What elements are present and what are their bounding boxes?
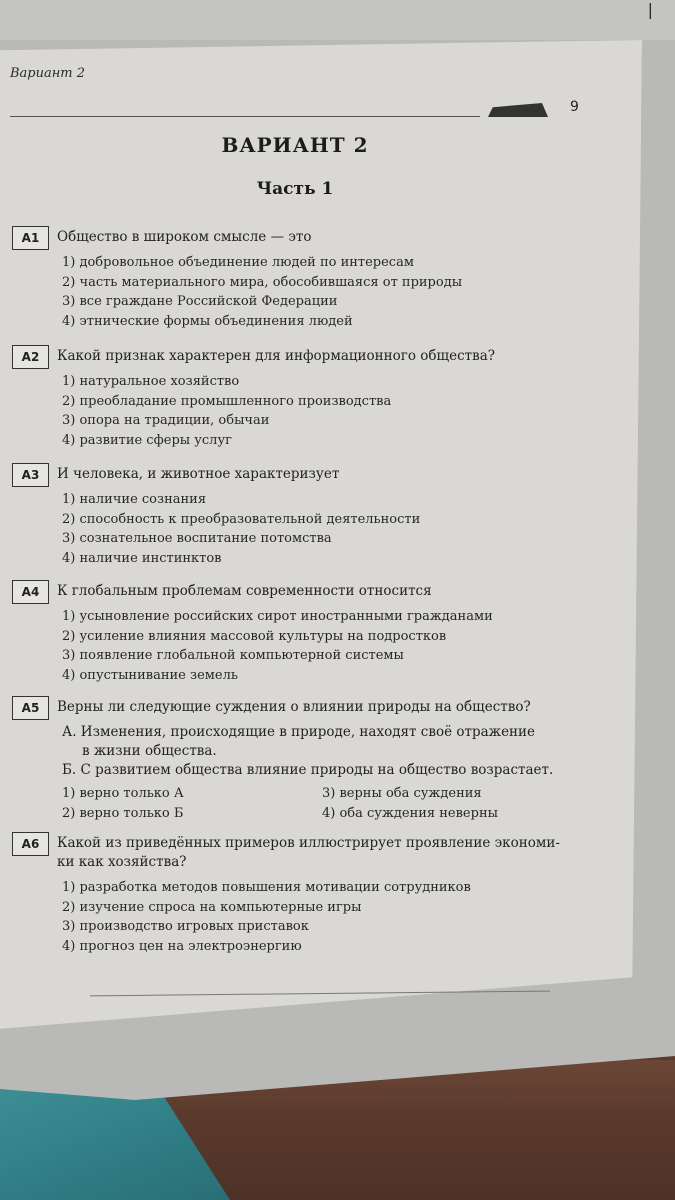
page-header xyxy=(10,66,620,81)
answer-options xyxy=(62,607,592,685)
answer-option: 1) верно только А xyxy=(62,786,184,801)
question-text: Какой признак характерен для информационного общества? xyxy=(57,348,496,364)
answer-options xyxy=(62,490,592,568)
answer-option: 3) опора на традиции, обычаи xyxy=(62,413,270,428)
answer-option: 2) способность к преобразовательной деятельности xyxy=(62,511,421,527)
running-header: Вариант 2 xyxy=(10,66,86,81)
answer-option: 3) производство игровых приставок xyxy=(62,919,309,934)
answer-option: 3) появление глобальной компьютерной системы xyxy=(62,648,404,663)
question-text-line: Какой из приведённых примеров иллюстрирует проявление экономи- xyxy=(57,835,560,851)
answer-option: 1) наличие сознания xyxy=(62,492,207,507)
question-a4 xyxy=(12,580,592,685)
question-label: А6 xyxy=(12,832,49,856)
question-a1 xyxy=(12,226,592,331)
question-label: А5 xyxy=(12,696,49,720)
back-page-top xyxy=(0,0,675,40)
answer-option: 4) наличие инстинктов xyxy=(62,550,222,566)
header-rule xyxy=(10,116,480,117)
question-label: А3 xyxy=(12,463,49,487)
answer-option: 4) развитие сферы услуг xyxy=(62,432,232,448)
question-text: Общество в широком смысле — это xyxy=(57,229,312,245)
answer-option: 1) усыновление российских сирот иностранными гражданами xyxy=(62,609,493,624)
answer-option: 2) верно только Б xyxy=(62,805,184,821)
part-title: Часть 1 xyxy=(256,179,334,199)
question-label: А1 xyxy=(12,226,49,250)
question-label: А2 xyxy=(12,345,49,369)
question-text-line: ки как хозяйства? xyxy=(57,854,187,870)
answer-option: 3) сознательное воспитание потомства xyxy=(62,531,332,546)
answer-option: 4) опустынивание земель xyxy=(62,667,238,683)
answer-option: 2) изучение спроса на компьютерные игры xyxy=(62,899,362,915)
statement-b: Б. С развитием общества влияние природы на общество возрастает. xyxy=(62,762,554,778)
question-text xyxy=(57,832,592,872)
answer-option: 1) добровольное объединение людей по интересам xyxy=(62,255,414,270)
answer-option: 2) усиление влияния массовой культуры на подростков xyxy=(62,628,447,644)
answer-option: 3) верны оба суждения xyxy=(322,786,482,801)
variant-title: ВАРИАНТ 2 xyxy=(221,133,369,157)
answer-option: 1) разработка методов повышения мотивации сотрудников xyxy=(62,880,471,895)
question-text: И человека, и животное характеризует xyxy=(57,466,340,482)
question-label: А4 xyxy=(12,580,49,604)
question-a6 xyxy=(12,832,592,956)
question-a2 xyxy=(12,345,592,450)
answer-option: 3) все граждане Российской Федерации xyxy=(62,294,338,309)
answer-options xyxy=(62,372,592,450)
page-number: 9 xyxy=(570,99,579,115)
answer-options xyxy=(62,878,592,956)
question-text: К глобальным проблемам современности относится xyxy=(57,583,432,599)
answer-option: 1) натуральное хозяйство xyxy=(62,374,240,389)
question-a5 xyxy=(12,696,592,823)
statement-a: А. Изменения, происходящие в природе, находят своё отражение xyxy=(62,724,536,740)
answer-options xyxy=(62,253,592,331)
answer-option: 2) преобладание промышленного производства xyxy=(62,393,392,409)
question-a3 xyxy=(12,463,592,568)
statement-a-continuation: в жизни общества. xyxy=(82,743,217,759)
answer-option: 4) прогноз цен на электроэнергию xyxy=(62,938,302,954)
answer-options xyxy=(62,784,592,823)
answer-option: 2) часть материального мира, обособившаяся от природы xyxy=(62,274,463,290)
question-text: Верны ли следующие суждения о влиянии природы на общество? xyxy=(57,699,531,715)
answer-option: 4) оба суждения неверны xyxy=(322,805,498,821)
top-mark: | xyxy=(647,0,653,19)
answer-option: 4) этнические формы объединения людей xyxy=(62,313,353,329)
